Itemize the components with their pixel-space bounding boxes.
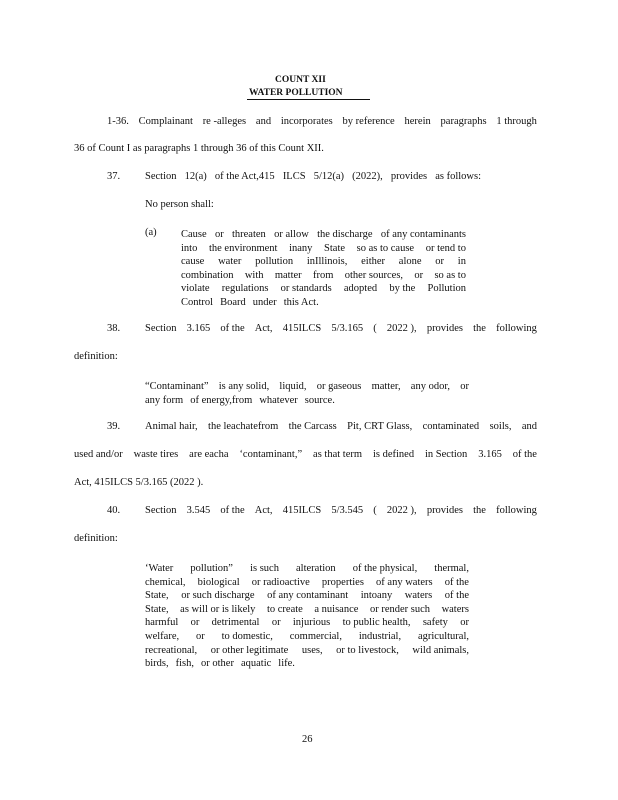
- word: as follows:: [435, 171, 481, 182]
- word: under: [252, 296, 277, 308]
- para-38-cont: definition:: [74, 351, 118, 362]
- word: Cause: [181, 229, 207, 240]
- word: used and/or: [74, 449, 123, 460]
- count-subheading: WATER POLLUTION: [249, 88, 343, 98]
- word: of the Act,415: [214, 171, 275, 182]
- word: this Act.: [283, 296, 319, 308]
- word: pollution”: [190, 563, 233, 574]
- word: or other legitimate: [210, 644, 289, 656]
- word: any form: [145, 394, 184, 406]
- word: threaten: [231, 229, 266, 240]
- word: pollution: [255, 256, 294, 268]
- word: (2022),: [352, 171, 383, 182]
- word: 415ILCS: [282, 323, 322, 334]
- word: 1-36.: [107, 116, 129, 127]
- word: ‘Water: [145, 563, 174, 574]
- word: matter: [274, 269, 302, 281]
- text-line: [181, 296, 466, 310]
- word: thermal,: [434, 563, 469, 574]
- word: Complainant: [138, 116, 193, 127]
- word: so as to: [434, 269, 466, 281]
- word: 5/3.165: [331, 323, 364, 334]
- text-line: [145, 589, 469, 603]
- para-37-intro: No person shall:: [145, 199, 214, 210]
- word: 415ILCS: [282, 505, 322, 516]
- para-37-item-text: [181, 228, 466, 310]
- para-40-text: [145, 506, 537, 517]
- word: adopted: [343, 283, 378, 295]
- word: 3.545: [186, 505, 211, 516]
- word: provides: [426, 323, 463, 334]
- word: following: [496, 505, 537, 516]
- word: is such: [250, 563, 279, 574]
- word: (: [373, 323, 377, 334]
- word: provides: [390, 171, 428, 182]
- word: or to livestock,: [336, 644, 399, 656]
- heading-underline: [247, 99, 370, 100]
- word: waste tires: [133, 449, 179, 460]
- word: is defined: [372, 449, 415, 460]
- word: the: [473, 323, 486, 334]
- word: combination: [181, 269, 234, 281]
- text-line: [145, 576, 469, 590]
- word: wild animals,: [412, 644, 469, 656]
- word: (: [373, 505, 377, 516]
- text-line: [181, 282, 466, 296]
- word: Act,: [254, 323, 273, 334]
- word: the environment: [208, 242, 278, 254]
- word: or: [214, 229, 224, 240]
- word: Section: [145, 505, 177, 516]
- word: by the: [389, 283, 416, 295]
- word: fish,: [175, 658, 194, 670]
- para-39-number: 39.: [107, 421, 121, 432]
- word: agricultural,: [417, 630, 469, 642]
- word: life.: [278, 658, 295, 670]
- word: or standards: [280, 283, 332, 295]
- text-line: [145, 644, 469, 658]
- word: cause: [181, 256, 205, 268]
- count-heading: COUNT XII: [275, 75, 326, 85]
- word: of the: [220, 323, 245, 334]
- word: a nuisance: [314, 603, 359, 615]
- word: intoany: [360, 590, 393, 602]
- word: any odor,: [410, 381, 451, 392]
- word: Section: [145, 323, 177, 334]
- para-40-quote: [145, 562, 469, 671]
- word: Act,: [254, 505, 273, 516]
- word: matter,: [371, 381, 401, 392]
- para-38-quote: [145, 380, 469, 407]
- para-38-number: 38.: [107, 323, 121, 334]
- word: “Contaminant”: [145, 381, 209, 392]
- word: in: [457, 256, 466, 268]
- word: 3.165: [478, 449, 502, 460]
- word: of the: [220, 505, 245, 516]
- word: herein: [404, 116, 431, 127]
- word: chemical,: [145, 576, 186, 588]
- word: liquid,: [279, 381, 307, 392]
- para-39-line2: [74, 450, 537, 461]
- word: inany: [289, 242, 313, 254]
- word: State,: [145, 603, 169, 615]
- word: as will or is likely: [180, 603, 256, 615]
- word: the leachatefrom: [208, 421, 279, 432]
- word: of the: [444, 576, 469, 588]
- word: regulations: [221, 283, 269, 295]
- text-line: [181, 242, 466, 256]
- text-line: [181, 269, 466, 283]
- word: Board: [220, 296, 246, 308]
- word: 2022 ),: [386, 323, 417, 334]
- text-line: [181, 255, 466, 269]
- word: waters: [404, 590, 433, 602]
- word: of energy,from: [190, 394, 253, 406]
- word: or other: [201, 658, 234, 670]
- para-40-cont: definition:: [74, 533, 118, 544]
- para-40-number: 40.: [107, 505, 121, 516]
- word: ‘contaminant,”: [239, 449, 303, 460]
- word: and: [255, 116, 272, 127]
- word: alone: [398, 256, 422, 268]
- word: harmful: [145, 617, 179, 629]
- word: uses,: [301, 644, 323, 656]
- word: paragraphs: [440, 116, 487, 127]
- word: of the: [512, 449, 537, 460]
- word: or tend to: [425, 242, 466, 254]
- word: 3.165: [186, 323, 211, 334]
- para-37-number: 37.: [107, 171, 121, 182]
- word: so as to cause: [356, 242, 415, 254]
- word: State: [324, 242, 346, 254]
- word: with: [244, 269, 264, 281]
- word: re -alleges: [202, 116, 247, 127]
- word: Pit, CRT Glass,: [347, 421, 413, 432]
- word: source.: [304, 394, 335, 406]
- word: of any waters: [376, 576, 433, 588]
- word: 5/3.545: [331, 505, 364, 516]
- word: water: [218, 256, 242, 268]
- word: Control: [181, 296, 214, 308]
- word: or such discharge: [181, 590, 255, 602]
- word: aquatic: [240, 658, 272, 670]
- word: of any contaminant: [267, 590, 349, 602]
- word: or: [271, 617, 281, 629]
- word: alteration: [296, 563, 336, 574]
- word: injurious: [292, 617, 331, 629]
- word: waters: [441, 603, 469, 615]
- word: or radioactive: [251, 576, 310, 588]
- word: other sources,: [344, 269, 404, 281]
- para-37-item-label: (a): [145, 227, 157, 238]
- word: either: [361, 256, 386, 268]
- word: or: [435, 256, 445, 268]
- word: following: [496, 323, 537, 334]
- text-line: [145, 630, 469, 644]
- word: 5/12(a): [313, 171, 345, 182]
- word: by reference: [342, 116, 395, 127]
- word: of any contaminants: [380, 229, 466, 240]
- para-37-text: [145, 172, 481, 183]
- word: inIllinois,: [306, 256, 348, 268]
- word: recreational,: [145, 644, 198, 656]
- text-line: [145, 380, 469, 394]
- para-38-text: [145, 324, 537, 335]
- word: in Section: [425, 449, 468, 460]
- word: birds,: [145, 658, 169, 670]
- word: Pollution: [427, 283, 466, 295]
- word: 2022 ),: [386, 505, 417, 516]
- word: into: [181, 242, 198, 254]
- text-line: [145, 562, 469, 576]
- text-line: [145, 603, 469, 617]
- word: as that term: [313, 449, 363, 460]
- text-line: [145, 394, 469, 408]
- word: soils,: [489, 421, 512, 432]
- word: violate: [181, 283, 210, 295]
- para-1-36-line2: 36 of Count I as paragraphs 1 through 36 of this Count XII.: [74, 143, 324, 154]
- word: of the: [444, 590, 469, 602]
- word: commercial,: [289, 630, 342, 642]
- word: industrial,: [358, 630, 402, 642]
- word: whatever: [259, 394, 298, 406]
- page-number: 26: [302, 734, 313, 745]
- word: to domestic,: [221, 630, 273, 642]
- word: the Carcass: [288, 421, 337, 432]
- word: welfare,: [145, 630, 180, 642]
- word: properties: [321, 576, 364, 588]
- word: are eacha: [189, 449, 229, 460]
- word: or: [414, 269, 424, 281]
- word: State,: [145, 590, 169, 602]
- word: detrimental: [211, 617, 260, 629]
- word: to create: [266, 603, 303, 615]
- word: incorporates: [280, 116, 333, 127]
- word: is any solid,: [218, 381, 270, 392]
- word: provides: [426, 505, 463, 516]
- word: or allow: [274, 229, 309, 240]
- word: and: [521, 421, 537, 432]
- word: or gaseous: [316, 381, 362, 392]
- word: contaminated: [422, 421, 480, 432]
- text-line: [145, 657, 469, 671]
- para-1-36-line1: [107, 117, 537, 128]
- word: ILCS: [282, 171, 306, 182]
- word: or: [195, 630, 205, 642]
- word: or: [460, 381, 469, 392]
- text-line: [181, 228, 466, 242]
- word: 1 through: [496, 116, 537, 127]
- word: or: [460, 617, 469, 629]
- word: or: [190, 617, 200, 629]
- word: biological: [197, 576, 240, 588]
- word: from: [312, 269, 334, 281]
- para-39-line3: Act, 415ILCS 5/3.165 (2022 ).: [74, 477, 204, 488]
- text-line: [145, 616, 469, 630]
- word: to public health,: [342, 617, 411, 629]
- word: of the physical,: [352, 563, 418, 574]
- word: Section: [145, 171, 177, 182]
- word: the: [473, 505, 486, 516]
- word: 12(a): [184, 171, 207, 182]
- word: the discharge: [317, 229, 373, 240]
- para-39-text: [145, 422, 537, 433]
- word: or render such: [369, 603, 431, 615]
- word: safety: [422, 617, 448, 629]
- word: Animal hair,: [145, 421, 198, 432]
